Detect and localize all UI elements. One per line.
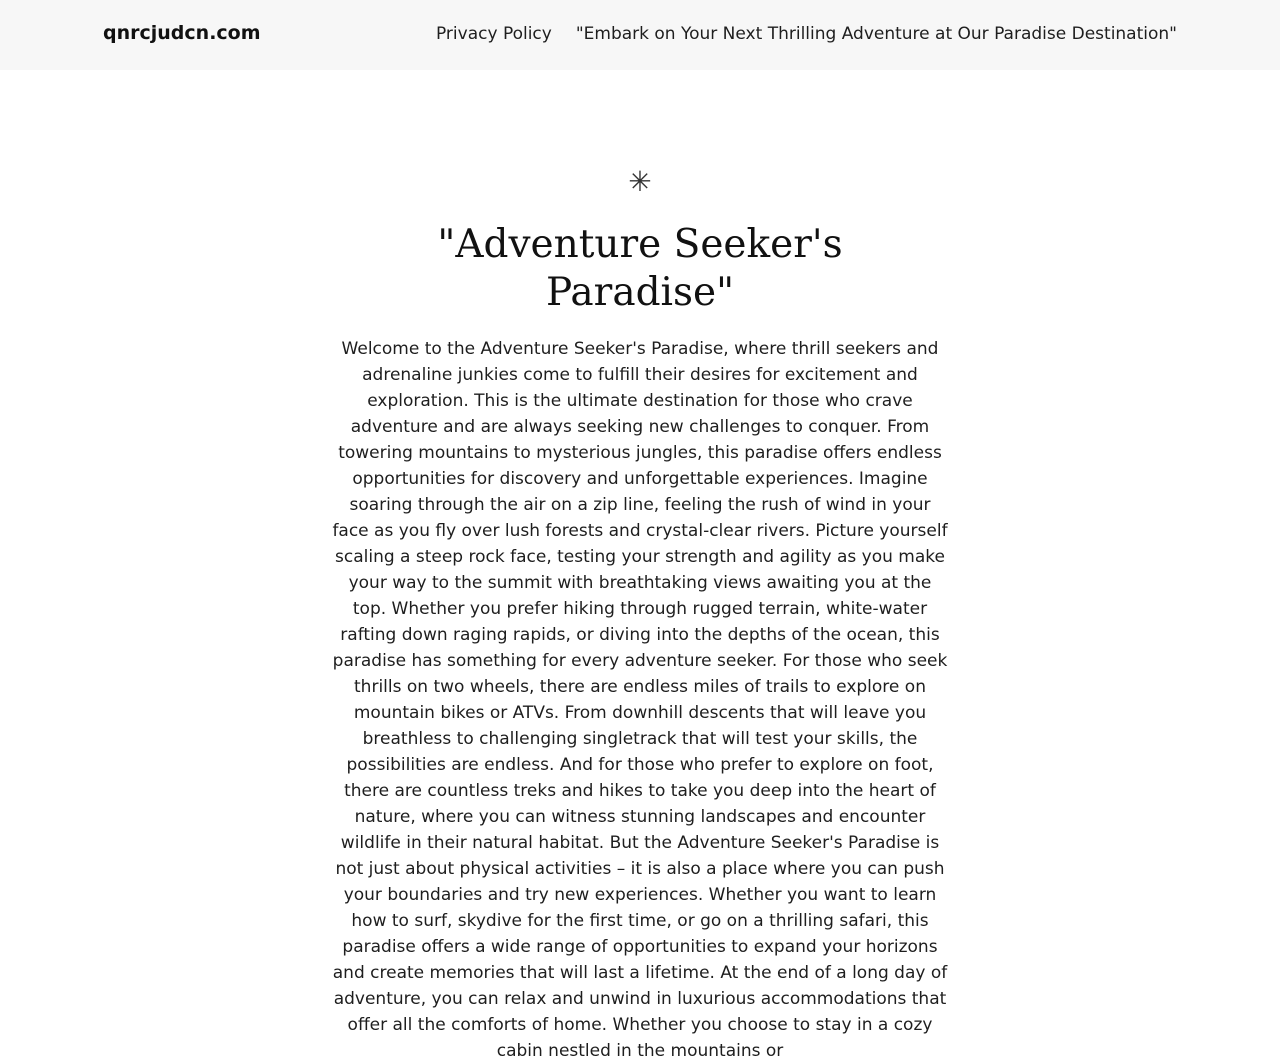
nav-link-privacy-policy[interactable]: Privacy Policy: [435, 24, 552, 44]
site-header: [0, 0, 1280, 70]
asterisk-separator-icon: ✳: [628, 165, 652, 198]
primary-nav: [436, 24, 1177, 44]
page-title: "Adventure Seeker's Paradise": [437, 222, 843, 315]
nav-link-embark-adventure[interactable]: "Embark on Your Next Thrilling Adventure at Our Paradise Destination": [575, 24, 1177, 44]
site-title-link[interactable]: qnrcjudcn.com: [103, 22, 261, 44]
post-body-text: Welcome to the Adventure Seeker's Paradise, where thrill seekers and adrenaline junkies come to fulfill their desires for excitement and exploration. This is the ultimate destination for those who crave adventure and are always seeking new challenges to conquer. From towering mountains to mysterious jungles, this paradise offers endless opportunities for discovery and unforgettable experiences. Imagine soaring through the air on a zip line, feeling the rush of wind in your face as you fly over lush forests and crystal-clear rivers. Picture yourself scaling a steep rock face, testing your strength and agility as you make your way to the summit with breathtaking views awaiting you at the top. Whether you prefer hiking through rugged terrain, white-water rafting down raging rapids, or diving into the depths of the ocean, this paradise has something for every adventure seeker. For those who seek thrills on two wheels, there are endless miles of trails to explore on mountain bikes or ATVs. From downhill descents that will leave you breathless to challenging singletrack that will test your skills, the possibilities are endless. And for those who prefer to explore on foot, there are countless treks and hikes to take you deep into the heart of nature, where you can witness stunning landscapes and encounter wildlife in their natural habitat. But the Adventure Seeker's Paradise is not just about physical activities – it is also a place where you can push your boundaries and try new experiences. Whether you want to learn how to surf, skydive for the first time, or go on a thrilling safari, this paradise offers a wide range of opportunities to expand your horizons and create memories that will last a lifetime. At the end of a long day of adventure, you can relax and unwind in luxurious accommodations that offer all the comforts of home. Whether you choose to stay in a cozy cabin nestled in the mountains or: [332, 339, 948, 1061]
